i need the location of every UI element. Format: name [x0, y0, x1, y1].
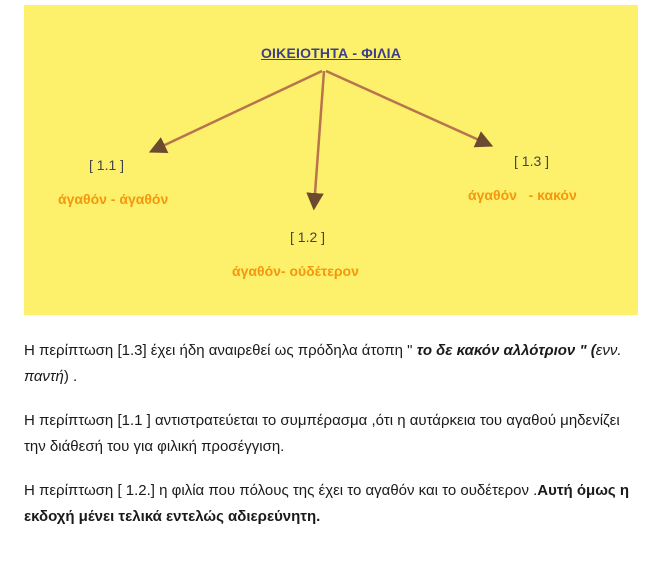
paragraph-case-1-3 — [24, 338, 644, 390]
paragraph-text: Η περίπτωση [1.3] έχει ήδη αναιρεθεί ως πρόδηλα άτοπη " — [24, 342, 417, 359]
arrow-to-case-1-2 — [314, 71, 324, 207]
paragraph-text: Η περίπτωση [1.1 ] αντιστρατεύεται το συμπέρασμα ,ότι η αυτάρκεια του αγαθού μηδενίζει την διάθεσή του για φιλική προσέγγιση. — [24, 412, 620, 455]
diagram-title: ΟΙΚΕΙΟΤΗΤΑ - ΦΙΛΙΑ — [260, 45, 402, 61]
case-1-1-text: άγαθόν - άγαθόν — [58, 191, 169, 207]
diagram-panel — [24, 5, 638, 315]
quote-text: το δε κακόν αλλότριον " ( — [416, 342, 596, 359]
case-1-1-label: [ 1.1 ] — [89, 157, 125, 173]
case-1-3-label: [ 1.3 ] — [514, 153, 550, 169]
paragraph-text-end: ) . — [63, 368, 78, 385]
arrow-to-case-1-3 — [326, 71, 490, 145]
bold-conclusion: Αυτή όμως η εκδοχή μένει τελικά εντελώς αδιερεύνητη. — [24, 482, 630, 525]
paragraph-case-1-1 — [24, 408, 644, 460]
case-1-2-label: [ 1.2 ] — [290, 229, 326, 245]
arrow-to-case-1-1 — [152, 71, 322, 151]
paragraph-text: Η περίπτωση [ 1.2.] η φιλία που πόλους της έχει το αγαθόν και το ουδέτερον . — [24, 482, 538, 499]
paragraph-case-1-2 — [24, 478, 644, 530]
case-1-3-text: άγαθόν - κακόν — [468, 187, 577, 203]
case-1-2-text: άγαθόν- ούδέτερον — [232, 263, 359, 279]
note-text: ενν. παντή — [24, 342, 622, 385]
